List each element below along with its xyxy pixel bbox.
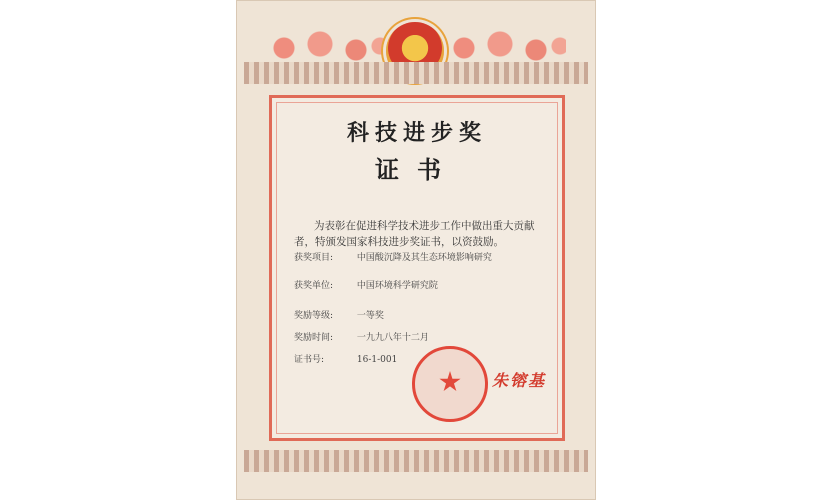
field-project bbox=[294, 250, 492, 263]
field-unit bbox=[294, 278, 438, 291]
signature: 朱镕基 bbox=[492, 371, 547, 390]
bottom-border-band bbox=[244, 450, 588, 472]
field-label: 获奖项目: bbox=[294, 253, 334, 263]
top-border-band bbox=[244, 62, 588, 84]
field-certificate-number bbox=[294, 352, 397, 365]
field-label: 奖励等级: bbox=[294, 311, 334, 321]
field-value: 16-1-001 bbox=[356, 355, 398, 365]
field-level bbox=[294, 308, 384, 321]
seal-star-icon bbox=[439, 371, 461, 393]
certificate-frame bbox=[269, 95, 565, 441]
field-label: 证书号: bbox=[294, 355, 325, 365]
field-date bbox=[294, 330, 429, 343]
certificate-title: 科技进步奖 bbox=[346, 120, 487, 146]
field-label: 获奖单位: bbox=[294, 281, 334, 291]
field-value: 中国酸沉降及其生态环境影响研究 bbox=[356, 253, 492, 263]
official-seal-icon bbox=[412, 346, 488, 422]
field-value: 一等奖 bbox=[356, 311, 384, 321]
certificate-intro: 为表彰在促进科学技术进步工作中做出重大贡献者，特颁发国家科技进步奖证书，以资鼓励。 bbox=[294, 220, 535, 248]
field-value: 中国环境科学研究院 bbox=[356, 281, 438, 291]
field-value: 一九九八年十二月 bbox=[356, 333, 429, 343]
field-label: 奖励时间: bbox=[294, 333, 334, 343]
certificate-subtitle: 证书 bbox=[375, 155, 459, 184]
certificate bbox=[236, 0, 596, 500]
